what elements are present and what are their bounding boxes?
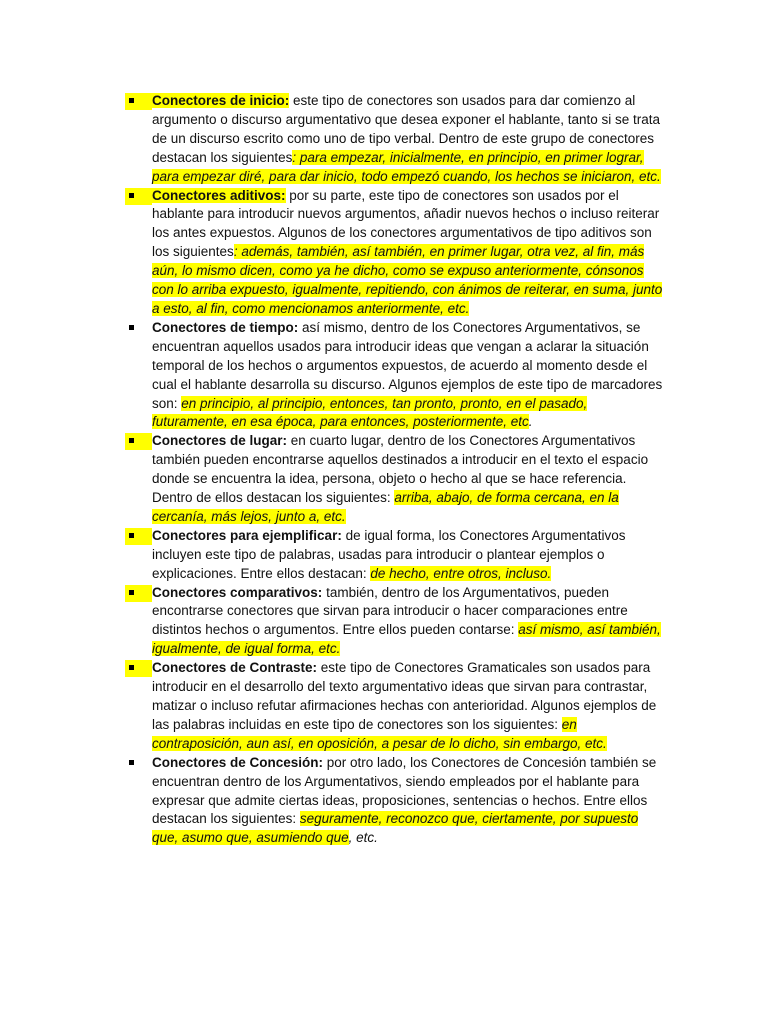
item-description: este tipo de Conectores Gramaticales son usados para introducir en el desarrollo del texto argumentativo ideas que sirvan para contrastar, matizar o incluso refutar afirmaciones hechas con anterioridad. Algunos ejemplos de las palabras incluidas en este tipo de conectores son los siguientes:	[152, 660, 657, 732]
bullet-square-icon	[125, 528, 152, 545]
item-examples-highlighted: así mismo, así también, igualmente, de igual forma, etc.	[152, 622, 661, 657]
bullet-square-icon	[129, 760, 134, 765]
list-item-conectores-de-inicio	[125, 92, 665, 187]
list-item-conectores-de-lugar	[125, 432, 665, 527]
item-term: Conectores aditivos:	[152, 187, 286, 203]
item-examples-highlighted: arriba, abajo, de forma cercana, en la cercanía, más lejos, junto a, etc.	[152, 490, 619, 524]
bullet-square-icon	[129, 325, 134, 330]
bullet-square-icon	[125, 188, 152, 205]
item-term: Conectores comparativos:	[152, 584, 323, 600]
bullet-square-icon	[125, 660, 152, 677]
list-item-conectores-comparativos	[125, 584, 665, 660]
item-examples-highlighted: : además, también, así también, en primer lugar, otra vez, al fin, más aún, lo mismo dicen, como ya he dicho, como se expuso anteriormente, cónsonos con lo arriba expuesto, igualmente, repitiendo, con ánimos de reiterar, en suma, junto a esto, al fin, como mencionamos anteriormente, etc.	[152, 244, 663, 316]
item-examples-highlighted: en principio, al principio, entonces, tan pronto, pronto, en el pasado, futuramente, en esa época, para entonces, posteriormente, etc	[152, 395, 588, 430]
item-examples-highlighted: en contraposición, aun así, en oposición, a pesar de lo dicho, sin embargo, etc.	[152, 716, 607, 751]
item-examples-highlighted: seguramente, reconozco que, ciertamente, por supuesto que, asumo que, asumiendo que	[152, 811, 639, 846]
list-item-conectores-de-tiempo	[125, 319, 665, 432]
list-item-conectores-aditivos	[125, 187, 665, 319]
item-description: así mismo, dentro de los Conectores Argumentativos, se encuentran aquellos usados para introducir ideas que vengan a aclarar la situación temporal de los hechos o argumentos expuestos, de acuerdo al momento desde el cual el hablante desarrolla su discurso. Algunos ejemplos de este tipo de marcadores son:	[152, 319, 663, 411]
item-term: Conectores de inicio:	[152, 93, 290, 108]
item-description: por otro lado, los Conectores de Concesión también se encuentran dentro de los Argumentativos, siendo empleados por el hablante para expresar que admite ciertas ideas, proposiciones, sentencias o hechos. Entre ellos destacan los siguientes:	[152, 754, 657, 827]
item-term: Conectores para ejemplificar:	[152, 527, 342, 543]
bullet-square-icon	[125, 93, 152, 110]
list-item-conectores-de-contraste	[125, 659, 665, 754]
item-term: Conectores de Concesión:	[152, 754, 324, 770]
item-term: Conectores de lugar:	[152, 433, 288, 449]
item-examples-highlighted: : para empezar, inicialmente, en principio, en primer lograr, para empezar diré, para dar inicio, todo empezó cuando, los hechos se iniciaron, etc.	[152, 149, 661, 184]
item-description: este tipo de conectores son usados para dar comienzo al argumento o discurso argumentativo que desea exponer el hablante, tanto si se trata de un discurso escrito como uno de tipo verbal. Dentro de este grupo de conectores destacan los siguientes	[152, 93, 661, 165]
item-term: Conectores de Contraste:	[152, 660, 318, 676]
item-description: por su parte, este tipo de conectores son usados por el hablante para introducir nuevos argumentos, añadir nuevos hechos o incluso reiterar los antes expuestos. Algunos de los conectores argumentativos de tipo aditivos son los siguientes	[152, 187, 660, 260]
bullet-square-icon	[125, 585, 152, 602]
item-suffix: , etc.	[348, 830, 378, 846]
item-examples-highlighted: de hecho, entre otros, incluso.	[370, 565, 552, 581]
bullet-square-icon	[125, 433, 152, 450]
list-item-conectores-de-concesion	[125, 754, 665, 849]
item-suffix: .	[528, 414, 533, 430]
connector-list	[125, 92, 665, 848]
item-description: también, dentro de los Argumentativos, pueden encontrarse conectores que sirvan para introducir o hacer comparaciones entre distintos hechos o argumentos. Entre ellos pueden contarse:	[152, 584, 628, 638]
item-description: de igual forma, los Conectores Argumentativos incluyen este tipo de palabras, usadas para introducir o plantear ejemplos o explicaciones. Entre ellos destacan:	[152, 527, 626, 581]
item-description: en cuarto lugar, dentro de los Conectores Argumentativos también pueden encontrarse aquellos destinados a introducir en el texto el espacio donde se encuentra la idea, persona, objeto o hecho al que se hace referencia. Dentro de ellos destacan los siguientes:	[152, 433, 649, 506]
list-item-conectores-para-ejemplificar	[125, 527, 665, 584]
item-term: Conectores de tiempo:	[152, 319, 299, 335]
